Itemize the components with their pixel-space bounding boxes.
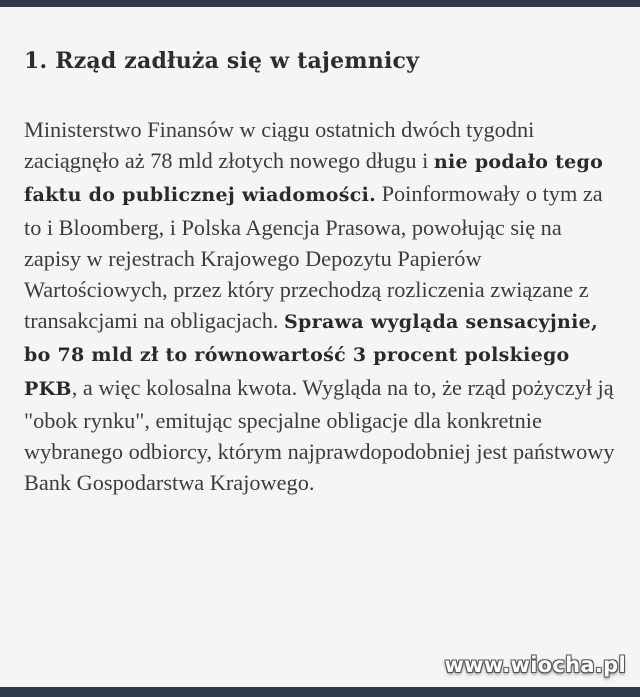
paragraph-bold-1: nie podało tego faktu do publicznej wiadomości. <box>24 151 604 207</box>
article <box>24 42 624 498</box>
paragraph-text-1: Ministerstwo Finansów w ciągu ostatnich dwóch tygodni zaciągnęło aż 78 mld złotych nowego długu i <box>24 117 535 174</box>
bottom-bar <box>0 687 640 697</box>
article-paragraph <box>24 114 624 498</box>
paragraph-text-2: Poinformowały o tym za to i Bloomberg, i Polska Agencja Prasowa, powołując się na zapisy w rejestrach Krajowego Depozytu Papierów Wartościowych, przez który przechodzą rozliczenia związane z transakcjami na obligacjach. <box>24 181 603 334</box>
watermark: www.wiocha.pl <box>444 653 626 677</box>
paragraph-text-3: , a więc kolosalna kwota. Wygląda na to, że rząd pożyczył ją "obok rynku", emitując specjalne obligacje dla konkretnie wybranego odbiorcy, którym najprawdopodobniej jest państwowy Bank Gospodarstwa Krajowego. <box>24 374 615 496</box>
article-title: 1. Rząd zadłuża się w tajemnicy <box>24 48 420 74</box>
paragraph-bold-2: Sprawa wygląda sensacyjnie, bo 78 mld zł to równowartość 3 procent polskiego PKB <box>24 311 598 400</box>
top-bar <box>0 0 640 7</box>
